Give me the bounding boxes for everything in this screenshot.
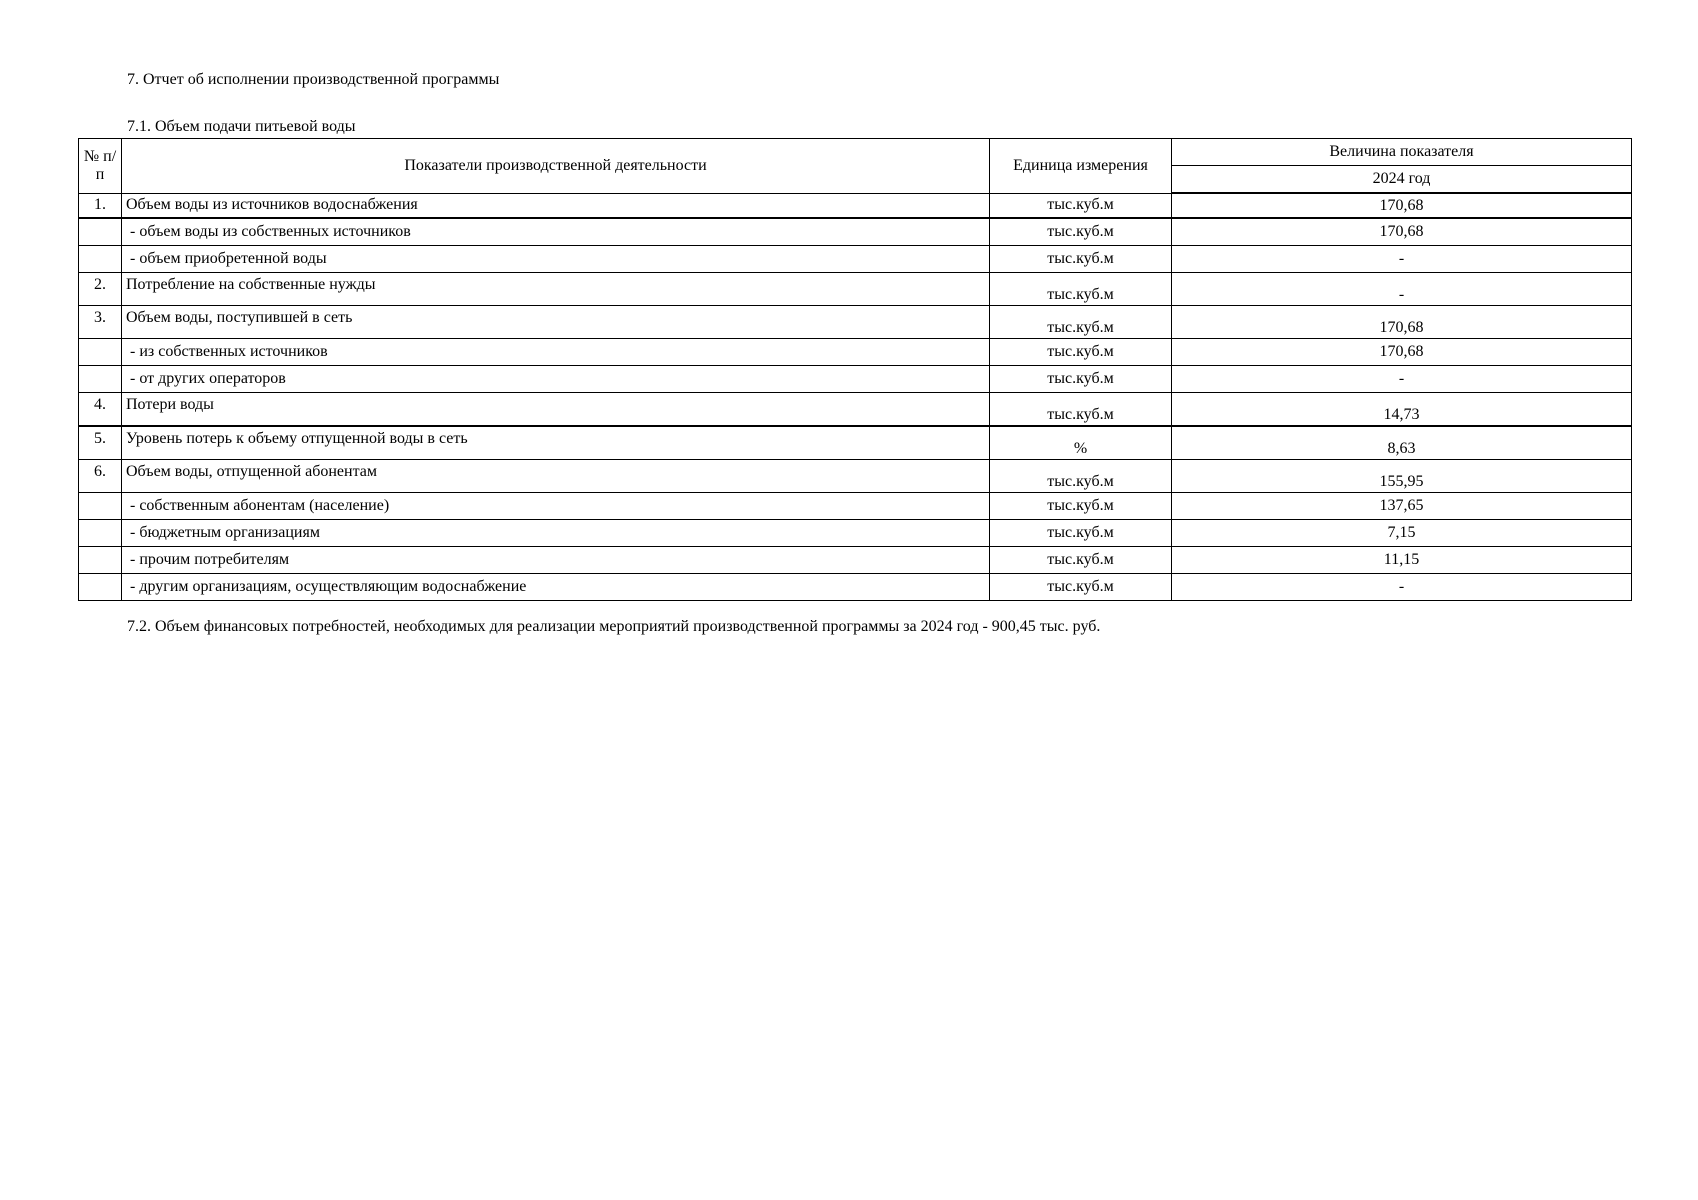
table-row	[79, 520, 1632, 547]
row-name: - другим организациям, осуществляющим водоснабжение	[122, 574, 990, 601]
row-num	[79, 339, 122, 366]
table-row	[79, 193, 1632, 218]
row-unit: тыс.куб.м	[990, 393, 1172, 427]
row-name: - собственным абонентам (население)	[122, 493, 990, 520]
table-row	[79, 547, 1632, 574]
section-title: 7. Отчет об исполнении производственной программы	[127, 71, 500, 88]
row-value: -	[1172, 574, 1632, 601]
row-num	[79, 547, 122, 574]
table-row	[79, 246, 1632, 273]
row-unit: тыс.куб.м	[990, 306, 1172, 339]
row-value: 7,15	[1172, 520, 1632, 547]
financial-needs-note: 7.2. Объем финансовых потребностей, необходимых для реализации мероприятий производственной программы за 2024 год - 900,45 тыс. руб.	[127, 618, 1101, 635]
row-unit: тыс.куб.м	[990, 460, 1172, 493]
row-name: - объем воды из собственных источников	[122, 218, 990, 246]
table-row	[79, 339, 1632, 366]
row-unit: тыс.куб.м	[990, 339, 1172, 366]
row-name: Потребление на собственные нужды	[122, 273, 990, 306]
row-name: Объем воды, поступившей в сеть	[122, 306, 990, 339]
row-num	[79, 493, 122, 520]
table-row	[79, 574, 1632, 601]
row-num: 6.	[79, 460, 122, 493]
row-value: 170,68	[1172, 193, 1632, 218]
row-name: Объем воды, отпущенной абонентам	[122, 460, 990, 493]
row-unit: тыс.куб.м	[990, 520, 1172, 547]
header-year: 2024 год	[1172, 166, 1632, 194]
row-num: 5.	[79, 426, 122, 460]
row-unit: тыс.куб.м	[990, 574, 1172, 601]
row-unit: тыс.куб.м	[990, 273, 1172, 306]
row-value: -	[1172, 366, 1632, 393]
header-num: № п/п	[79, 139, 122, 194]
table-row	[79, 366, 1632, 393]
row-num: 3.	[79, 306, 122, 339]
row-unit: тыс.куб.м	[990, 193, 1172, 218]
row-value: 170,68	[1172, 306, 1632, 339]
row-value: 137,65	[1172, 493, 1632, 520]
table-row	[79, 273, 1632, 306]
row-value: 155,95	[1172, 460, 1632, 493]
table-header-row	[79, 139, 1632, 166]
table-row	[79, 306, 1632, 339]
table-row	[79, 393, 1632, 427]
row-name: Уровень потерь к объему отпущенной воды в сеть	[122, 426, 990, 460]
header-unit: Единица измерения	[990, 139, 1172, 194]
row-num	[79, 218, 122, 246]
row-num: 1.	[79, 193, 122, 218]
row-value: 11,15	[1172, 547, 1632, 574]
row-name: - от других операторов	[122, 366, 990, 393]
header-value-group: Величина показателя	[1172, 139, 1632, 166]
row-num: 2.	[79, 273, 122, 306]
row-name: - бюджетным организациям	[122, 520, 990, 547]
table-row	[79, 460, 1632, 493]
row-value: 170,68	[1172, 339, 1632, 366]
row-name: - прочим потребителям	[122, 547, 990, 574]
row-value: -	[1172, 273, 1632, 306]
row-value: 8,63	[1172, 426, 1632, 460]
row-value: 14,73	[1172, 393, 1632, 427]
production-report-table	[78, 138, 1632, 601]
row-unit: %	[990, 426, 1172, 460]
row-unit: тыс.куб.м	[990, 547, 1172, 574]
row-num	[79, 246, 122, 273]
subsection-title: 7.1. Объем подачи питьевой воды	[127, 118, 356, 135]
header-name: Показатели производственной деятельности	[122, 139, 990, 194]
row-num	[79, 520, 122, 547]
row-unit: тыс.куб.м	[990, 218, 1172, 246]
table-row	[79, 493, 1632, 520]
row-name: - из собственных источников	[122, 339, 990, 366]
row-unit: тыс.куб.м	[990, 366, 1172, 393]
row-value: 170,68	[1172, 218, 1632, 246]
row-name: - объем приобретенной воды	[122, 246, 990, 273]
row-num	[79, 574, 122, 601]
row-num: 4.	[79, 393, 122, 427]
row-name: Потери воды	[122, 393, 990, 427]
row-name: Объем воды из источников водоснабжения	[122, 193, 990, 218]
row-value: -	[1172, 246, 1632, 273]
table-row	[79, 426, 1632, 460]
row-unit: тыс.куб.м	[990, 246, 1172, 273]
row-unit: тыс.куб.м	[990, 493, 1172, 520]
table-row	[79, 218, 1632, 246]
row-num	[79, 366, 122, 393]
